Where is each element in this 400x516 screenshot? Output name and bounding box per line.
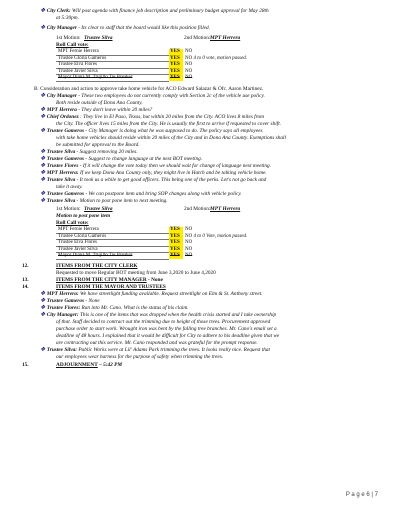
bullet-line: [40, 163, 271, 169]
vote-result-note: 4 to 0 Vote, motion passed.: [193, 233, 248, 239]
statement: Ran into Mr. Cano. What is the status of his claim.: [81, 305, 189, 311]
speaker: MPT Herrera:: [46, 170, 79, 176]
roll-call-table: [56, 227, 250, 260]
speaker: MPT Herrera: [46, 107, 77, 113]
speaker: Trustee Flores:: [46, 305, 81, 311]
section-text: Requested to move Regular BOT meeting from June 3,2020 to June 4,2020: [56, 270, 216, 276]
section-title: ADJOURNMENT: [56, 362, 98, 368]
speaker: Chief Ordonez: [46, 114, 79, 120]
diamond-bullet-icon: ❖: [40, 156, 46, 162]
statement: This is one of the items that was dropped when the health crisis started and I take ownership: [79, 312, 277, 318]
first-motion-name: Trustee Silva: [84, 206, 113, 212]
bullet-line: [40, 8, 269, 14]
section-suffix: - None: [146, 277, 163, 283]
second-motion-name: MPT Herrera: [210, 206, 241, 212]
yes-vote: YES: [169, 253, 183, 260]
no-option: NO: [185, 253, 193, 259]
second-motion-label: 2nd Motion:: [184, 206, 211, 212]
bullet-line: [40, 170, 267, 176]
statement: - They don't leave within 20 miles?: [78, 107, 153, 113]
section-number: 14.: [22, 284, 29, 290]
no-option: NO: [185, 49, 193, 55]
bullet-line: [40, 128, 263, 134]
no-option: NO: [185, 246, 193, 252]
statement-continuation: Both reside outside of Dona Ana County.: [56, 100, 143, 106]
speaker: Trustee Silva: [46, 198, 76, 204]
table-row: [56, 75, 250, 82]
diamond-bullet-icon: ❖: [40, 347, 46, 353]
trustee-name: Mayor Diana M. Trujillo Tie Breaker: [56, 253, 169, 260]
speaker: Trustee Silva: [46, 177, 76, 183]
diamond-bullet-icon: ❖: [40, 291, 46, 297]
diamond-bullet-icon: ❖: [40, 191, 46, 197]
vote-result-note: 4 to 0 vote, motion passed.: [193, 55, 247, 61]
statement: - Suggest to change language at the next BOT meeting.: [85, 156, 203, 162]
diamond-bullet-icon: ❖: [40, 163, 46, 169]
trustee-name: Trustee Javier Silva: [56, 68, 169, 75]
statement: - If it will change the vote today then we should wait for change of language next meeting.: [79, 163, 272, 169]
section-number: 13.: [22, 277, 29, 283]
table-row: [56, 240, 250, 247]
yes-vote: YES: [169, 240, 183, 247]
speaker: City Clerk:: [46, 8, 71, 14]
speaker: City Manager: [46, 93, 77, 99]
bullet-line: [40, 305, 189, 311]
first-motion-label: 1st Motion:: [56, 35, 81, 41]
statement: - It took us a while to get good officers. This being one of the perks. Let's not go back and: [76, 177, 267, 183]
statement: : They live in El Paso, Texas, but within 20 miles from the City. ACO lives 8 miles from: [79, 114, 264, 120]
speaker: Trustee Gameros: [46, 191, 85, 197]
trustee-name: Trustee Javier Silva: [56, 246, 169, 253]
speaker: Trustee Gameros: [46, 156, 85, 162]
yes-vote: YES: [169, 246, 183, 253]
no-option: NO: [185, 62, 193, 68]
no-option: NO: [185, 75, 193, 81]
diamond-bullet-icon: ❖: [40, 107, 46, 113]
bullet-line: [40, 25, 210, 31]
section-title: ITEMS FROM THE CITY MANAGER: [56, 277, 147, 283]
statement: - City Manager is doing what he was supposed to do. The policy says all employees: [85, 128, 263, 134]
speaker: Trustee Gameros: [46, 298, 85, 304]
speaker: Trustee Flores: [46, 163, 79, 169]
bullet-line: [40, 291, 263, 297]
statement-continuation: our employees wear harness for the purpose of safety when trimming the trees.: [56, 354, 224, 360]
statement: - These two employees do not currently comply with Section 2c of the vehicle use policy.: [78, 93, 265, 99]
table-row: [56, 55, 250, 62]
yes-vote: YES: [169, 233, 183, 240]
bullet-line: [40, 93, 265, 99]
speaker: City Manager: [46, 25, 77, 31]
diamond-bullet-icon: ❖: [40, 312, 46, 318]
section-number: 12.: [22, 263, 29, 269]
diamond-bullet-icon: ❖: [40, 128, 46, 134]
bullet-line: [40, 312, 276, 318]
section-title: ITEMS FROM THE MAYOR AND TRUSTEES: [56, 284, 166, 290]
statement: Will post agenda with finance job description and preliminary budget approval for May 28th: [72, 8, 269, 14]
table-row: [56, 233, 250, 240]
statement: If we keep Dona Ana County only, they might live in Hatch and be talking vehicle home.: [79, 170, 267, 176]
bullet-line: [40, 347, 270, 353]
speaker: Trustee Silva: [46, 149, 76, 155]
first-motion-name: Trustee Silva: [84, 35, 113, 41]
diamond-bullet-icon: ❖: [40, 114, 46, 120]
roll-call-label: Roll Call vote:: [56, 220, 89, 226]
yes-vote: YES: [169, 62, 183, 69]
trustee-name: Trustee Elva Flores: [56, 62, 169, 69]
yes-vote: YES: [169, 49, 183, 55]
diamond-bullet-icon: ❖: [40, 149, 46, 155]
bullet-line: [40, 107, 152, 113]
diamond-bullet-icon: ❖: [40, 177, 46, 183]
second-motion-label: 2nd Motion:: [184, 35, 211, 41]
diamond-bullet-icon: ❖: [40, 8, 46, 14]
statement-continuation: with take home vehicles should reside within 20 miles of the City and in Dona Ana County. Exemptions shall: [56, 135, 286, 141]
diamond-bullet-icon: ❖: [40, 93, 46, 99]
diamond-bullet-icon: ❖: [40, 170, 46, 176]
no-option: NO: [185, 227, 193, 233]
no-option: NO 4 to 0 Vote, motion passed.: [185, 233, 248, 239]
statement-continuation: purchase order to start work. Wrought iron was bent by the falling tree branches. Mr. Cano's email set a: [56, 326, 277, 332]
motion-text: Motion to post pone item: [56, 213, 111, 219]
no-option: NO: [185, 240, 193, 246]
trustee-name: Trustee Gloria Gameros: [56, 55, 169, 62]
statement-continuation: deadline of 48 hours. I explained that it would be difficult for City to adhere to his deadline given that we: [56, 333, 280, 339]
trustee-name: Trustee Elva Flores: [56, 240, 169, 247]
item-b-heading: B. Consideration and action to approve take home vehicle for ACO Edward Salazar & Ofc. Aaron Martinez.: [34, 86, 264, 92]
trustee-name: MPT Fernie Herrera: [56, 49, 169, 55]
yes-vote: YES: [169, 75, 183, 82]
diamond-bullet-icon: ❖: [40, 298, 46, 304]
yes-vote: YES: [169, 227, 183, 233]
bullet-line: [40, 149, 138, 155]
table-row: [56, 253, 250, 260]
second-motion-name: MPT Herrera: [210, 35, 241, 41]
table-row: [56, 68, 250, 75]
statement: - We can postpone item and bring SOP changes along with vehicle policy.: [85, 191, 242, 197]
bullet-line: [40, 198, 168, 204]
diamond-bullet-icon: ❖: [40, 25, 46, 31]
statement: We have streetlight funding available. Request streetlight on Elm & St. Anthony street.: [79, 291, 263, 297]
table-row: [56, 62, 250, 69]
section-heading: [56, 362, 122, 368]
section-suffix: – 5:42 PM: [97, 362, 123, 368]
statement: Public Works were at Lil' Adams Park trimming the trees. It looks really nice. Request that: [78, 347, 270, 353]
section-number: 15.: [22, 362, 29, 368]
bullet-line: [40, 298, 100, 304]
trustee-name: Mayor Diana M. Trujillo Tie Breaker: [56, 75, 169, 82]
trustee-name: Trustee Gloria Gameros: [56, 233, 169, 240]
roll-call-label: Roll Call vote:: [56, 42, 89, 48]
first-motion-label: 1st Motion:: [56, 206, 81, 212]
speaker: MPT Herrera:: [46, 291, 79, 297]
speaker: Trustee Silva:: [46, 347, 77, 353]
no-option: NO: [185, 68, 193, 74]
statement: - Motion to post pone item to next meeting.: [76, 198, 168, 204]
section-heading: [56, 277, 163, 283]
bullet-line: [40, 177, 266, 183]
bullet-line: [40, 114, 264, 120]
statement-continuation: are contracting out this service. Mr. Cano responded and was grateful for the prompt response.: [56, 340, 258, 346]
section-title: ITEMS FROM THE CITY CLERK: [56, 263, 138, 269]
bullet-line: [40, 191, 242, 197]
statement: - Its clear to staff that the board would like this position filled.: [78, 25, 210, 31]
statement: - None: [85, 298, 100, 304]
yes-vote: YES: [169, 55, 183, 62]
statement-continuation: the City. The officer lives 15 miles from the City. He is usually the first to arrive if requested to cover shift.: [56, 121, 281, 127]
diamond-bullet-icon: ❖: [40, 305, 46, 311]
statement-continuation: of that. Staff decided to contract out the trimming due to height of those trees. Procurement approved: [56, 319, 271, 325]
roll-call-table: [56, 49, 250, 82]
diamond-bullet-icon: ❖: [40, 198, 46, 204]
page-number: P a g e 6 | 7: [345, 492, 378, 498]
statement-continuation: at 5:30pm.: [56, 15, 79, 21]
speaker: City Manager:: [46, 312, 79, 318]
speaker: Trustee Gameros: [46, 128, 85, 134]
yes-vote: YES: [169, 68, 183, 75]
statement-continuation: be submitted for approval to the Board.: [56, 142, 140, 148]
statement: - Suggest removing 20 miles.: [76, 149, 138, 155]
statement-continuation: take it away.: [56, 184, 83, 190]
bullet-line: [40, 156, 202, 162]
table-row: [56, 246, 250, 253]
no-option: NO 4 to 0 vote, motion passed.: [185, 55, 247, 61]
trustee-name: MPT Fernie Herrera: [56, 227, 169, 233]
